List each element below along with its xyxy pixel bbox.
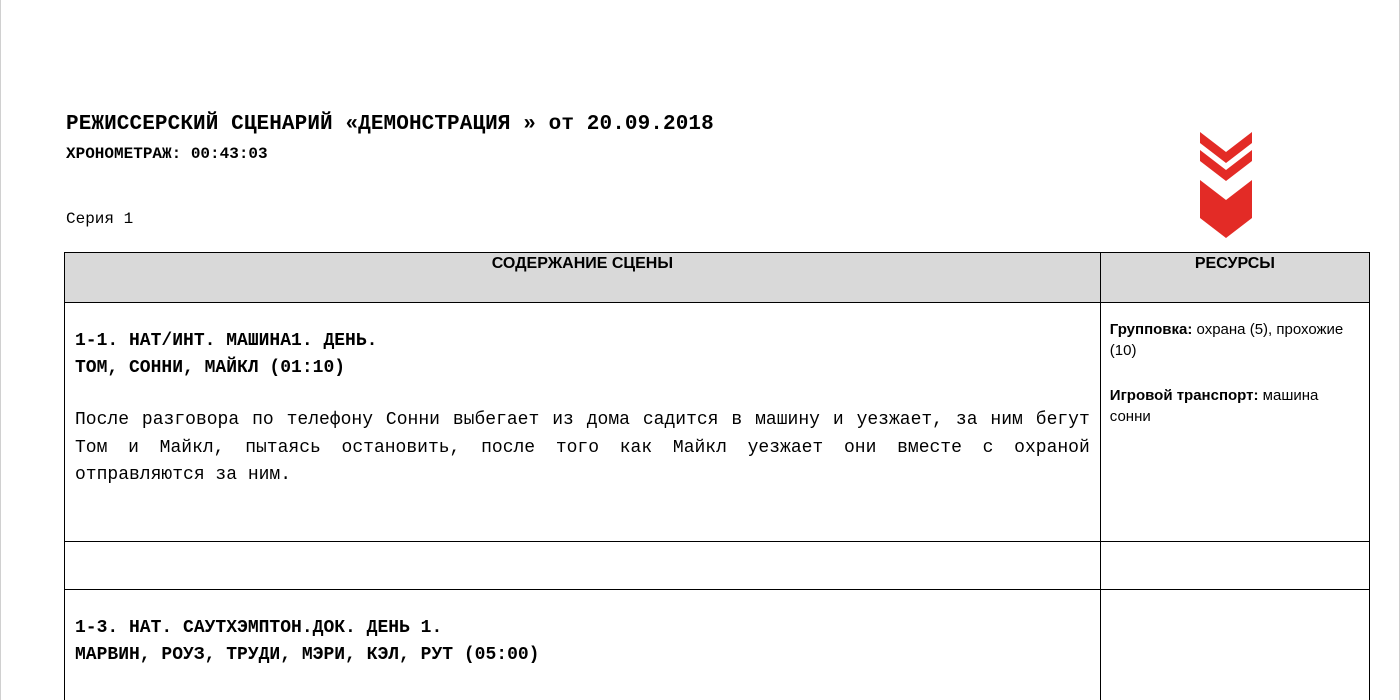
resource-label: Групповка: [1109, 321, 1193, 338]
scene-content-cell [65, 303, 1101, 542]
scene-heading-location: 1-3. НАТ. САУТХЭМПТОН.ДОК. ДЕНЬ 1. [75, 618, 443, 638]
series-label: Серия 1 [66, 210, 134, 228]
scene-heading-characters: ТОМ, СОННИ, МАЙКЛ (01:10) [75, 358, 346, 378]
table-row [65, 590, 1370, 700]
duration-label: ХРОНОМЕТРАЖ: 00:43:03 [66, 145, 268, 163]
resource-value: машина сонни [1109, 387, 1319, 425]
table-header-row [65, 253, 1370, 303]
scene-resources-cell [1100, 542, 1369, 590]
scene-heading-characters: МАРВИН, РОУЗ, ТРУДИ, МЭРИ, КЭЛ, РУТ (05:00) [75, 645, 540, 665]
scene-resources-cell [1100, 590, 1369, 700]
resource-item-vehicle [1110, 385, 1360, 427]
resource-label: Игровой транспорт: [1109, 387, 1259, 404]
scene-description: После разговора по телефону Сонни выбегает из дома садится в машину и уезжает, за ним бегут Том и Майкл, пытаясь остановить, после того как Майкл уезжает они вместе с охраной отправляются за ним. [75, 410, 1090, 485]
scene-heading-location: 1-1. НАТ/ИНТ. МАШИНА1. ДЕНЬ. [75, 331, 378, 351]
resource-value: охрана (5), прохожие (10) [1109, 321, 1344, 359]
scene-content-cell [65, 542, 1101, 590]
scenes-table [64, 252, 1370, 700]
header-resources: РЕСУРСЫ [1100, 253, 1369, 303]
scene-resources-cell [1100, 303, 1369, 542]
table-row [65, 542, 1370, 590]
header-scene-content: СОДЕРЖАНИЕ СЦЕНЫ [65, 253, 1101, 303]
scene-content-cell [65, 590, 1101, 700]
red-chevron-logo-icon [1198, 130, 1254, 240]
table-row [65, 303, 1370, 542]
resource-item-extras [1110, 319, 1360, 361]
document-title: РЕЖИССЕРСКИЙ СЦЕНАРИЙ «ДЕМОНСТРАЦИЯ » от 20.09.2018 [66, 113, 714, 136]
page-border-left [0, 0, 1, 700]
